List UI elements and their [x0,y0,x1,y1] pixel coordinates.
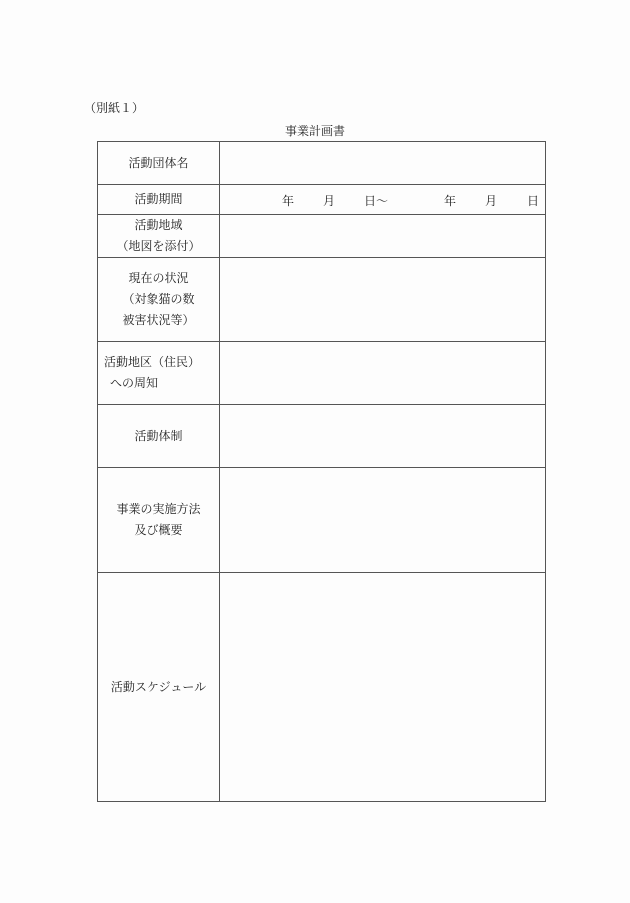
row-implementation-method [98,468,546,573]
row-organization-name [98,142,546,185]
label-current-situation: 現在の状況 （対象猫の数 被害状況等） [98,258,220,342]
label-activity-structure: 活動体制 [98,405,220,468]
field-implementation-method[interactable] [220,468,546,573]
field-activity-period[interactable] [220,185,546,215]
field-resident-notice[interactable] [220,342,546,405]
label-implementation-method: 事業の実施方法 及び概要 [98,468,220,573]
row-activity-schedule [98,573,546,802]
field-organization-name[interactable] [220,142,546,185]
field-activity-area[interactable] [220,215,546,258]
label-organization-name: 活動団体名 [98,142,220,185]
period-year-start: 年 [282,194,295,208]
row-resident-notice [98,342,546,405]
period-month-end: 月 [485,194,498,208]
period-day-start: 日～ [364,194,389,208]
period-day-end: 日 [527,194,540,208]
document-title: 事業計画書 [284,124,345,138]
label-resident-notice: 活動地区（住民） への周知 [98,342,220,405]
field-current-situation[interactable] [220,258,546,342]
field-activity-schedule[interactable] [220,573,546,802]
row-current-situation [98,258,546,342]
label-activity-schedule: 活動スケジュール [98,573,220,802]
annex-label: （別紙１） [84,101,145,115]
plan-table [97,141,546,802]
row-activity-structure [98,405,546,468]
field-activity-structure[interactable] [220,405,546,468]
label-activity-area: 活動地域 （地図を添付） [98,215,220,258]
row-activity-area [98,215,546,258]
period-year-end: 年 [444,194,457,208]
label-activity-period: 活動期間 [98,185,220,215]
row-activity-period [98,185,546,215]
period-month-start: 月 [323,194,336,208]
